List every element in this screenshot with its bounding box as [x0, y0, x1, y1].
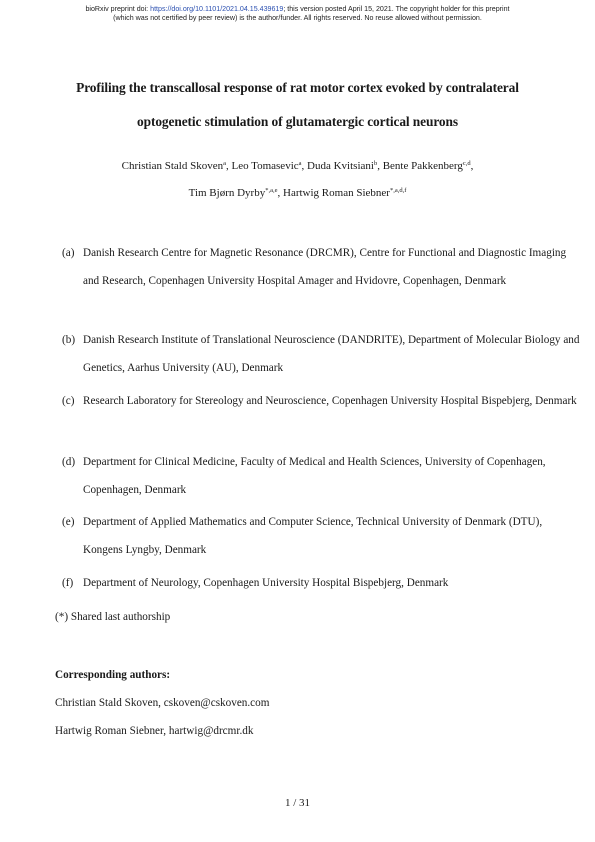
affiliation-c: [62, 388, 582, 416]
affiliation-text: Department of Applied Mathematics and Computer Science, Technical University of Denmark (DTU), Kongens Lyngby, Denmark: [83, 516, 543, 556]
author-affiliation-marker: b: [373, 160, 378, 167]
affiliation-label: (e): [62, 516, 75, 528]
paper-title-line-2: optogenetic stimulation of glutamatergic cortical neurons: [137, 114, 458, 129]
header-line-1: bioRxiv preprint doi: https://doi.org/10.1101/2021.04.15.439619; this version posted April 15, 2021. The copyright holder for this preprint: [85, 5, 510, 13]
author-affiliation-marker: c,d: [462, 160, 471, 167]
affiliation-e: [62, 509, 582, 564]
affiliation-label: (c): [62, 395, 75, 407]
affiliation-text: Department for Clinical Medicine, Faculty of Medical and Health Sciences, University of Copenhagen, Copenhagen, Denmark: [83, 456, 546, 496]
affiliation-text: Danish Research Centre for Magnetic Resonance (DRCMR), Centre for Functional and Diagnostic Imaging and Research, Copenhagen University Hospital Amager and Hvidovre, Copenhagen, Denmark: [83, 247, 567, 287]
author-affiliation-marker: *,a,e: [265, 187, 278, 194]
affiliation-a: [62, 240, 582, 295]
affiliation-f: [62, 570, 582, 598]
page-number: 1 / 31: [284, 797, 311, 809]
doi-link[interactable]: https://doi.org/10.1101/2021.04.15.439619: [150, 5, 284, 13]
preprint-header: [0, 5, 595, 22]
author-affiliation-marker: a: [223, 160, 226, 167]
affiliation-label: (a): [62, 247, 75, 259]
affiliation-text: Research Laboratory for Stereology and Neuroscience, Copenhagen University Hospital Bispebjerg, Denmark: [83, 395, 577, 407]
corresponding-author-2: Hartwig Roman Siebner, hartwig@drcmr.dk: [55, 725, 254, 737]
author-name: Leo Tomasevic: [231, 160, 299, 172]
affiliation-b: [62, 327, 582, 382]
author-name: Duda Kvitsiani: [307, 160, 374, 172]
affiliation-d: [62, 449, 582, 504]
author-name: Tim Bjørn Dyrby: [188, 187, 266, 199]
shared-authorship-note: (*) Shared last authorship: [55, 611, 171, 623]
affiliation-text: Department of Neurology, Copenhagen University Hospital Bispebjerg, Denmark: [83, 577, 449, 589]
header-line-2: (which was not certified by peer review) is the author/funder. All rights reserved. No reuse allowed without permission.: [113, 13, 482, 22]
author-line-2: Tim Bjørn Dyrby$^{*,a,e}$, Hartwig Roman Siebner$^{*,a,d,f}$: [188, 187, 407, 199]
affiliation-label: (d): [62, 456, 76, 468]
author-affiliation-marker: *,a,d,f: [389, 187, 407, 194]
affiliation-label: (f): [62, 577, 74, 589]
corresponding-heading: Corresponding authors:: [55, 669, 171, 681]
affiliation-label: (b): [62, 334, 76, 346]
affiliation-text: Danish Research Institute of Translational Neuroscience (DANDRITE), Department of Molecular Biology and Genetics, Aarhus University (AU), Denmark: [83, 334, 580, 374]
author-name: Bente Pakkenberg: [382, 160, 463, 172]
author-name: Christian Stald Skoven: [121, 160, 224, 172]
author-line-1: Christian Stald Skoven$^a$, Leo Tomasevic$^a$, Duda Kvitsiani$^b$, Bente Pakkenberg$^{c,d}$,: [121, 160, 474, 172]
author-affiliation-marker: a: [298, 160, 302, 167]
paper-title-line-1: Profiling the transcallosal response of rat motor cortex evoked by contralateral: [76, 80, 519, 95]
author-name: Hartwig Roman Siebner: [283, 187, 390, 199]
corresponding-author-1: Christian Stald Skoven, cskoven@cskoven.com: [55, 697, 270, 709]
